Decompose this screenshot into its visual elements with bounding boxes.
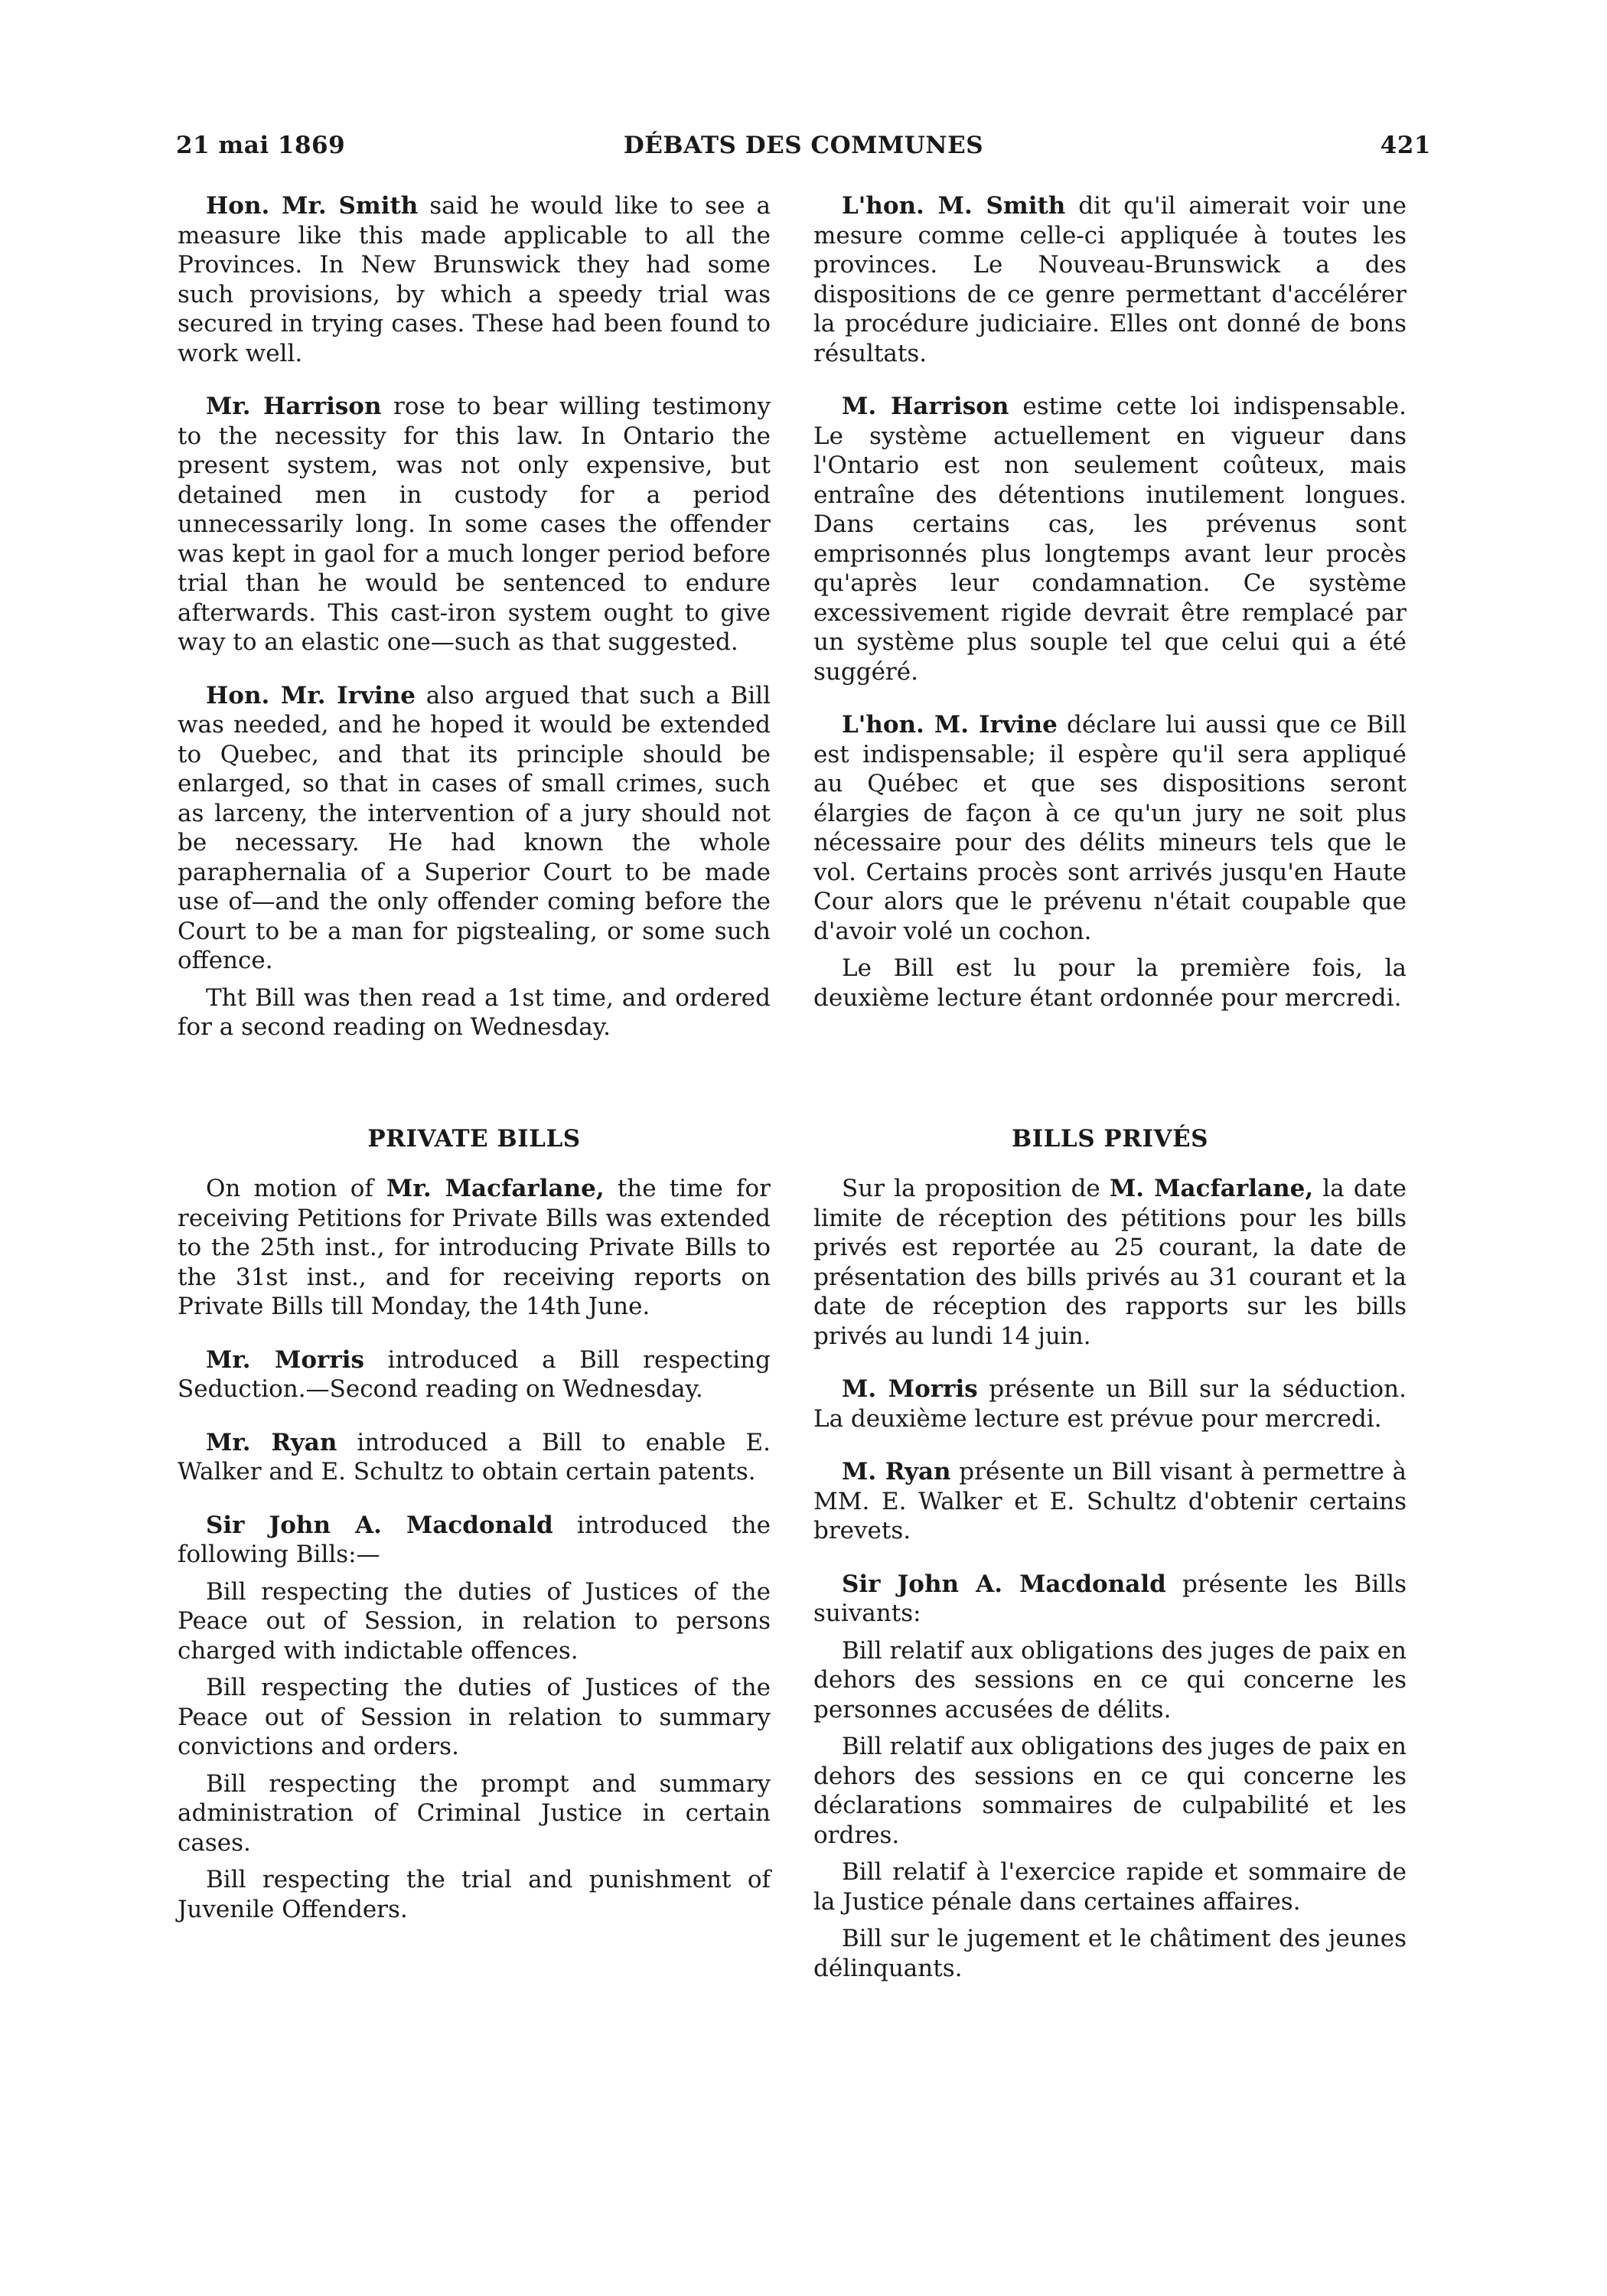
paragraph-text: the time for receiving Petitions for Private Bills was extended to the 25th inst., for introducing Private Bills to the 31st inst., and for receiving reports on Private Bills till Monday, the 14th June. — [178, 1175, 771, 1320]
paragraph-text: dit qu'il aimerait voir une mesure comme celle-ci appliquée à toutes les provinces. Le Nouveau-Brunswick a des dispositions de ce genre permettant d'accélérer la procédure judiciaire. Elles ont donné de bons résultats. — [813, 192, 1407, 367]
french-column-top — [813, 191, 1407, 1036]
paragraph — [813, 191, 1407, 368]
section-heading: BILLS PRIVÉS — [1011, 1125, 1209, 1153]
speaker-name: M. Ryan — [842, 1458, 951, 1486]
bill-item: Bill relatif aux obligations des juges de paix en dehors des sessions en ce qui concerne les personnes accusées de délits. — [813, 1636, 1407, 1724]
paragraph — [813, 710, 1407, 946]
paragraph: Le Bill est lu pour la première fois, la deuxième lecture étant ordonnée pour mercredi. — [813, 954, 1407, 1012]
french-column-bottom — [813, 1124, 1407, 1991]
speaker-name: Mr. Morris — [206, 1345, 364, 1374]
paragraph — [178, 191, 771, 368]
paragraph — [178, 392, 771, 657]
paragraph-text: introduced a Bill to enable E. Walker and E. Schultz to obtain certain patents. — [178, 1428, 771, 1486]
paragraph-text: introduced a Bill respecting Seduction.—Second reading on Wednesday. — [178, 1345, 771, 1403]
paragraph-text: déclare lui aussi que ce Bill est indispensable; il espère qu'il sera appliqué au Québec et que ses dispositions seront élargies de façon à ce qu'un jury ne soit plus nécessaire pour des délits mineurs tels que le vol. Certains procès sont arrivés jusqu'en Haute Cour alors que le prévenu n'était coupable que d'avoir volé un cochon. — [813, 711, 1407, 945]
speaker-name: Hon. Mr. Smith — [206, 192, 419, 220]
paragraph-text: rose to bear willing testimony to the necessity for this law. In Ontario the present system, was not only expensive, but detained men in custody for a period unnecessarily long. In some cases the offender was kept in gaol for a much longer period before trial than he would be sentenced to endure afterwards. This cast-iron system ought to give way to an elastic one—such as that suggested. — [178, 393, 771, 656]
paragraph-text: introduced the following Bills:— — [178, 1511, 771, 1568]
speaker-name: Hon. Mr. Irvine — [206, 681, 416, 709]
running-head — [176, 132, 1431, 165]
paragraph-text: présente un Bill visant à permettre à MM. E. Walker et E. Schultz d'obtenir certains brevets. — [813, 1458, 1407, 1544]
paragraph — [178, 681, 771, 976]
paragraph-text: présente les Bills suivants: — [813, 1570, 1407, 1627]
bill-item: Bill respecting the prompt and summary administration of Criminal Justice in certain cases. — [178, 1769, 771, 1857]
paragraph: Tht Bill was then read a 1st time, and ordered for a second reading on Wednesday. — [178, 983, 771, 1041]
paragraph-text: la date limite de réception des pétitions pour les bills privés est reportée au 25 courant, la date de présentation des bills privés au 31 courant et la date de réception des rapports sur les bills privés au lundi 14 juin. — [813, 1175, 1407, 1350]
speaker-name: M. Macfarlane, — [1109, 1175, 1314, 1202]
english-column-top — [178, 191, 771, 1066]
paragraph-text: On motion of — [206, 1175, 387, 1202]
paragraph — [178, 1511, 771, 1570]
paragraph — [813, 392, 1407, 687]
bill-item: Bill sur le jugement et le châtiment des jeunes délinquants. — [813, 1925, 1407, 1982]
bill-item: Bill respecting the duties of Justices of the Peace out of Session in relation to summary convictions and orders. — [178, 1674, 771, 1760]
page-number: 421 — [1380, 132, 1431, 159]
paragraph — [813, 1375, 1407, 1433]
speaker-name: L'hon. M. Irvine — [842, 711, 1058, 739]
paragraph — [813, 1457, 1407, 1546]
bill-item: Bill respecting the duties of Justices of the Peace out of Session, in relation to persons charged with indictable offences. — [178, 1577, 771, 1665]
paragraph — [178, 1345, 771, 1404]
speaker-name: M. Morris — [842, 1375, 978, 1403]
bill-item: Bill relatif aux obligations des juges de paix en dehors des sessions en ce qui concerne les déclarations sommaires de culpabilité et les ordres. — [813, 1733, 1407, 1849]
header-date: 21 mai 1869 — [176, 132, 346, 159]
english-column-bottom — [178, 1124, 771, 1932]
speaker-name: M. Harrison — [842, 393, 1009, 420]
speaker-name: Mr. Macfarlane, — [386, 1175, 605, 1202]
paragraph-text: présente un Bill sur la séduction. La deuxième lecture est prévue pour mercredi. — [813, 1375, 1407, 1433]
paragraph — [178, 1428, 771, 1487]
header-title: DÉBATS DES COMMUNES — [623, 132, 984, 159]
speaker-name: Mr. Harrison — [206, 393, 382, 420]
paragraph — [178, 1174, 771, 1322]
paragraph-text: estime cette loi indispensable. Le système actuellement en vigueur dans l'Ontario est non seulement coûteux, mais entraîne des détentions inutilement longues. Dans certains cas, les prévenus sont emprisonnés plus longtemps avant leur procès qu'après leur condamnation. Ce système excessivement rigide devrait être remplacé par un système plus souple tel que celui qui a été suggéré. — [813, 393, 1407, 686]
paragraph — [813, 1174, 1407, 1351]
speaker-name: Sir John A. Macdonald — [842, 1570, 1166, 1598]
bill-item: Bill relatif à l'exercice rapide et sommaire de la Justice pénale dans certaines affaires. — [813, 1858, 1407, 1916]
paragraph-text: said he would like to see a measure like this made applicable to all the Provinces. In New Brunswick they had some such provisions, by which a speedy trial was secured in trying cases. These had been found to work well. — [178, 192, 771, 367]
paragraph-text: Sur la proposition de — [842, 1175, 1110, 1202]
paragraph — [813, 1570, 1407, 1629]
paragraph-text: also argued that such a Bill was needed, and he hoped it would be extended to Quebec, and that its principle should be enlarged, so that in cases of small crimes, such as larceny, the intervention of a jury should not be necessary. He had known the whole paraphernalia of a Superior Court to be made use of—and the only offender coming before the Court to be a man for pigstealing, or some such offence. — [178, 681, 771, 974]
speaker-name: Sir John A. Macdonald — [206, 1511, 553, 1539]
speaker-name: Mr. Ryan — [206, 1428, 337, 1456]
bill-item: Bill respecting the trial and punishment of Juvenile Offenders. — [178, 1866, 771, 1923]
section-heading: PRIVATE BILLS — [367, 1125, 581, 1153]
speaker-name: L'hon. M. Smith — [842, 192, 1066, 220]
